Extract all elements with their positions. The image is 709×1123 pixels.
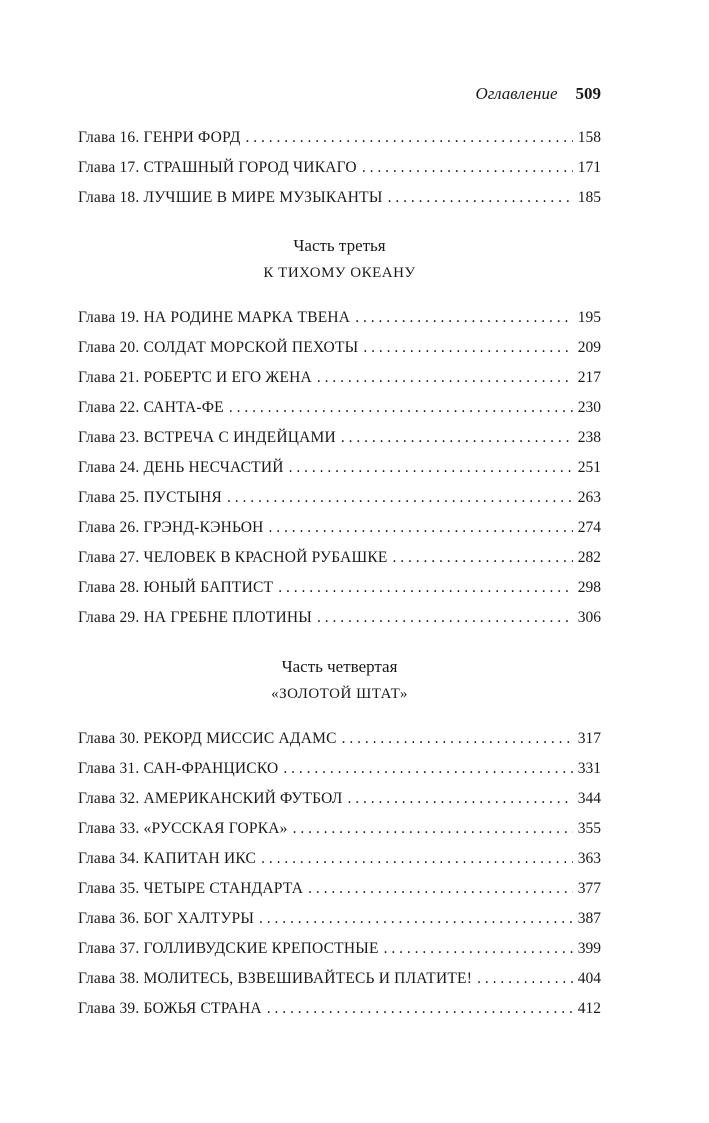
- running-header: [475, 84, 601, 104]
- toc-entry[interactable]: [78, 814, 601, 844]
- entry-page: 298: [577, 579, 601, 596]
- toc-entry[interactable]: [78, 363, 601, 393]
- entry-page: 251: [577, 459, 601, 476]
- entry-page: 185: [577, 189, 601, 206]
- entry-page: 331: [577, 760, 601, 777]
- entry-label: Глава 31. САН-ФРАНЦИСКО: [78, 760, 279, 777]
- part-three-heading: [78, 232, 601, 286]
- entry-label: Глава 39. БОЖЬЯ СТРАНА: [78, 1000, 262, 1017]
- toc-entry[interactable]: [78, 153, 601, 183]
- part-subtitle: К ТИХОМУ ОКЕАНУ: [263, 265, 416, 281]
- entry-page: 344: [577, 790, 601, 807]
- toc-entry[interactable]: [78, 183, 601, 213]
- toc-entry[interactable]: [78, 874, 601, 904]
- entry-label: Глава 20. СОЛДАТ МОРСКОЙ ПЕХОТЫ: [78, 339, 359, 356]
- entry-page: 171: [577, 159, 601, 176]
- toc-entry[interactable]: [78, 543, 601, 573]
- toc-entry[interactable]: [78, 423, 601, 453]
- entry-label: Глава 24. ДЕНЬ НЕСЧАСТИЙ: [78, 459, 284, 476]
- entry-page: 399: [577, 940, 601, 957]
- entry-label: Глава 37. ГОЛЛИВУДСКИЕ КРЕПОСТНЫЕ: [78, 940, 379, 957]
- entry-page: 282: [577, 549, 601, 566]
- toc-entry[interactable]: [78, 483, 601, 513]
- dot-leader: [317, 603, 573, 633]
- entry-label: Глава 16. ГЕНРИ ФОРД: [78, 129, 241, 146]
- dot-leader: [267, 994, 573, 1024]
- entry-page: 217: [577, 369, 601, 386]
- dot-leader: [259, 904, 573, 934]
- dot-leader: [362, 153, 573, 183]
- dot-leader: [342, 724, 573, 754]
- entry-page: 355: [577, 820, 601, 837]
- toc-entry[interactable]: [78, 784, 601, 814]
- dot-leader: [283, 754, 572, 784]
- toc-entry[interactable]: [78, 844, 601, 874]
- toc-entry[interactable]: [78, 123, 601, 153]
- entry-label: Глава 19. НА РОДИНЕ МАРКА ТВЕНА: [78, 309, 351, 326]
- entry-label: Глава 21. РОБЕРТС И ЕГО ЖЕНА: [78, 369, 312, 386]
- entry-label: Глава 32. АМЕРИКАНСКИЙ ФУТБОЛ: [78, 790, 343, 807]
- part-title: Часть третья: [293, 236, 386, 255]
- entry-page: 274: [577, 519, 601, 536]
- dot-leader: [393, 543, 573, 573]
- toc-entry[interactable]: [78, 603, 601, 633]
- toc-entry[interactable]: [78, 303, 601, 333]
- entry-label: Глава 23. ВСТРЕЧА С ИНДЕЙЦАМИ: [78, 429, 336, 446]
- entry-label: Глава 17. СТРАШНЫЙ ГОРОД ЧИКАГО: [78, 159, 357, 176]
- entry-label: Глава 38. МОЛИТЕСЬ, ВЗВЕШИВАЙТЕСЬ И ПЛАТИТЕ!: [78, 970, 473, 987]
- toc-entry[interactable]: [78, 754, 601, 784]
- entry-label: Глава 26. ГРЭНД-КЭНЬОН: [78, 519, 264, 536]
- dot-leader: [477, 964, 573, 994]
- toc-entry[interactable]: [78, 333, 601, 363]
- entry-label: Глава 36. БОГ ХАЛТУРЫ: [78, 910, 255, 927]
- dot-leader: [308, 874, 573, 904]
- toc-entry[interactable]: [78, 994, 601, 1024]
- entry-page: 230: [577, 399, 601, 416]
- dot-leader: [229, 393, 573, 423]
- entry-label: Глава 30. РЕКОРД МИССИС АДАМС: [78, 730, 337, 747]
- entry-label: Глава 28. ЮНЫЙ БАПТИСТ: [78, 579, 274, 596]
- entry-page: 363: [577, 850, 601, 867]
- entry-page: 412: [577, 1000, 601, 1017]
- entry-label: Глава 29. НА ГРЕБНЕ ПЛОТИНЫ: [78, 609, 312, 626]
- entry-page: 404: [577, 970, 601, 987]
- dot-leader: [317, 363, 573, 393]
- dot-leader: [278, 573, 573, 603]
- entry-label: Глава 18. ЛУЧШИЕ В МИРЕ МУЗЫКАНТЫ: [78, 189, 383, 206]
- entry-label: Глава 27. ЧЕЛОВЕК В КРАСНОЙ РУБАШКЕ: [78, 549, 388, 566]
- toc-entry[interactable]: [78, 724, 601, 754]
- entry-label: Глава 34. КАПИТАН ИКС: [78, 850, 257, 867]
- part-subtitle: «ЗОЛОТОЙ ШТАТ»: [271, 686, 408, 702]
- toc-entry[interactable]: [78, 934, 601, 964]
- page-number: 509: [575, 84, 601, 103]
- entry-page: 317: [577, 730, 601, 747]
- dot-leader: [246, 123, 573, 153]
- dot-leader: [388, 183, 573, 213]
- entry-page: 195: [577, 309, 601, 326]
- header-title: Оглавление: [475, 84, 558, 103]
- dot-leader: [348, 784, 573, 814]
- entry-page: 263: [577, 489, 601, 506]
- toc-entry[interactable]: [78, 453, 601, 483]
- toc-entry[interactable]: [78, 573, 601, 603]
- part-title: Часть четвертая: [281, 657, 398, 676]
- toc-group-1: [78, 123, 601, 213]
- dot-leader: [227, 483, 573, 513]
- dot-leader: [341, 423, 573, 453]
- toc-entry[interactable]: [78, 393, 601, 423]
- dot-leader: [261, 844, 573, 874]
- entry-label: Глава 25. ПУСТЫНЯ: [78, 489, 222, 506]
- entry-label: Глава 35. ЧЕТЫРЕ СТАНДАРТА: [78, 880, 304, 897]
- toc-entry[interactable]: [78, 964, 601, 994]
- toc-entry[interactable]: [78, 904, 601, 934]
- entry-page: 387: [577, 910, 601, 927]
- entry-page: 306: [577, 609, 601, 626]
- entry-page: 238: [577, 429, 601, 446]
- entry-page: 158: [577, 129, 601, 146]
- entry-page: 377: [577, 880, 601, 897]
- dot-leader: [355, 303, 573, 333]
- entry-label: Глава 33. «РУССКАЯ ГОРКА»: [78, 820, 288, 837]
- dot-leader: [269, 513, 573, 543]
- dot-leader: [363, 333, 572, 363]
- dot-leader: [384, 934, 573, 964]
- part-four-heading: [78, 653, 601, 707]
- toc-group-2: [78, 303, 601, 633]
- dot-leader: [289, 453, 573, 483]
- dot-leader: [293, 814, 573, 844]
- toc-group-3: [78, 724, 601, 1024]
- toc-entry[interactable]: [78, 513, 601, 543]
- entry-page: 209: [577, 339, 601, 356]
- entry-label: Глава 22. САНТА-ФЕ: [78, 399, 224, 416]
